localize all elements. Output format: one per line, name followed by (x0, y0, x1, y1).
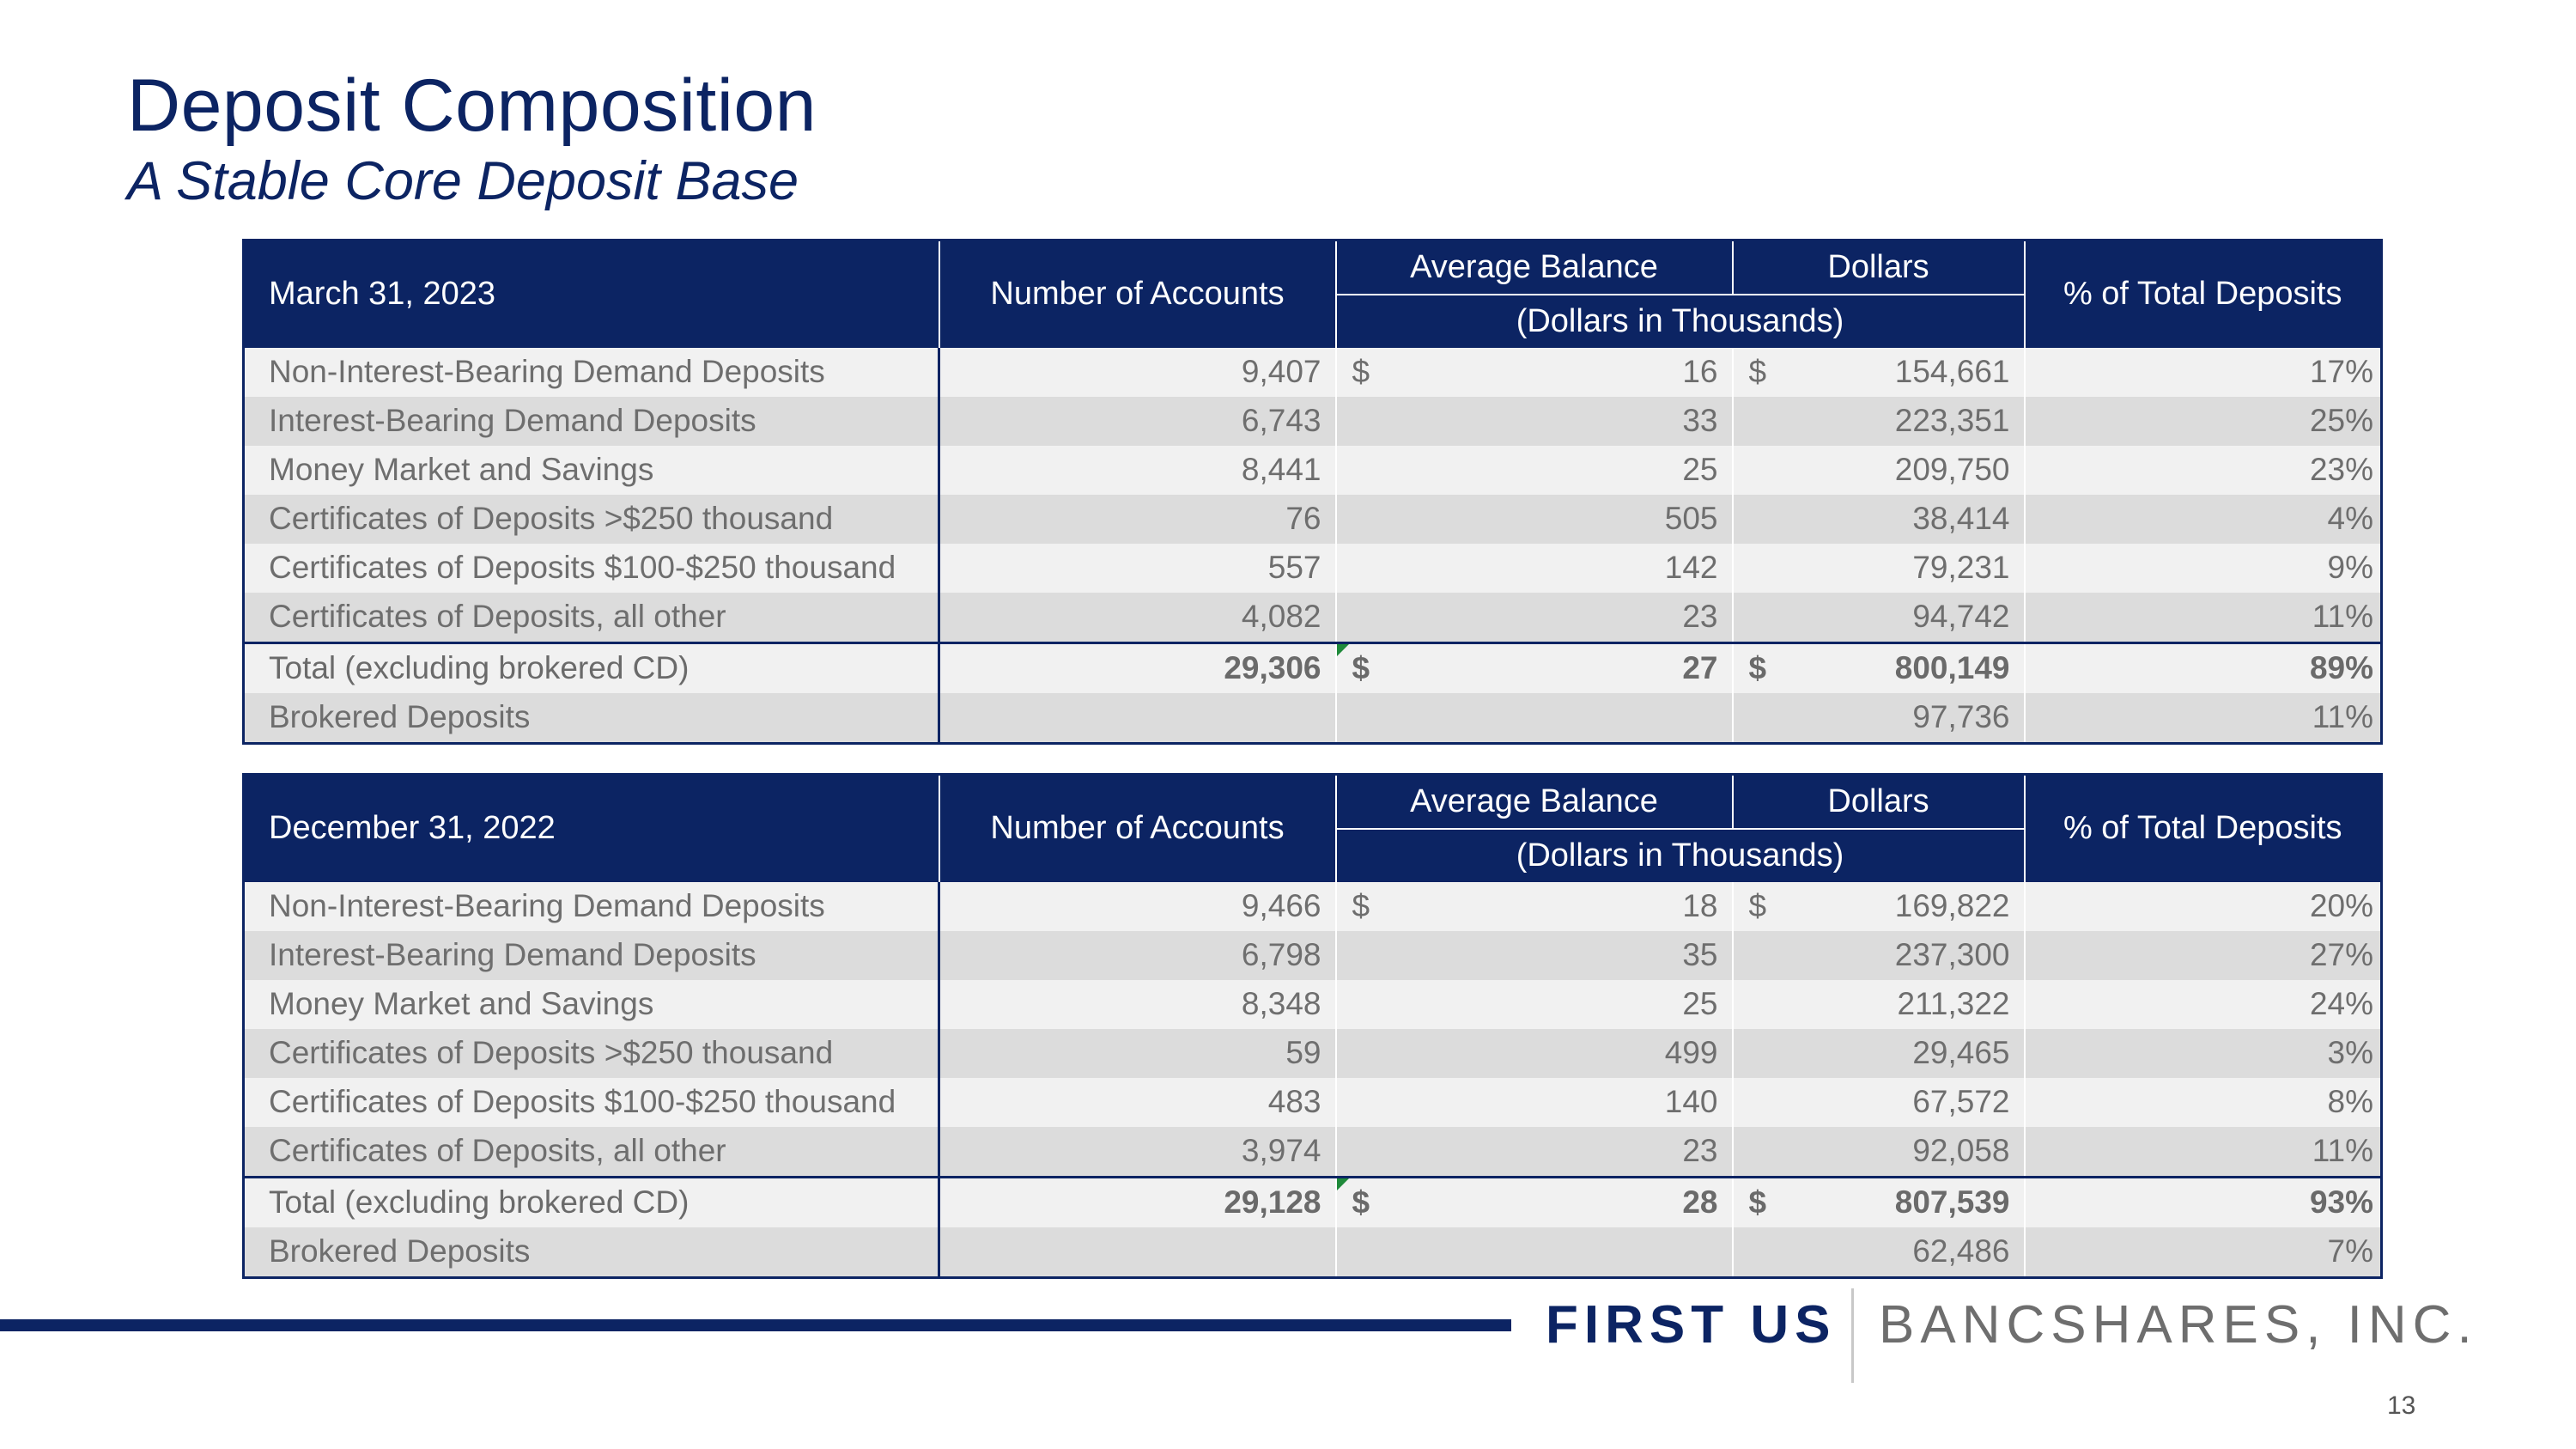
dollars-cell-content (1734, 354, 2010, 390)
dollars-cell (1733, 397, 2025, 446)
table-row (244, 495, 2382, 544)
dollars-cell (1733, 446, 2025, 495)
row-label: Total (excluding brokered CD) (244, 642, 939, 693)
avg-balance-cell-content (1337, 937, 1718, 973)
pct-header: % of Total Deposits (2025, 775, 2382, 882)
table-body (244, 348, 2382, 744)
dollars-header: Dollars (1733, 775, 2025, 829)
row-label: Total (excluding brokered CD) (244, 1177, 939, 1227)
dollars-cell-content (1734, 501, 2010, 537)
avg-balance-cell-value: 499 (1664, 1035, 1718, 1070)
row-label: Certificates of Deposits, all other (244, 593, 939, 643)
dollars-cell-value: 94,742 (1912, 599, 2010, 634)
dollars-cell (1733, 1177, 2025, 1227)
avg-balance-cell (1336, 642, 1733, 693)
dollars-cell-value: 209,750 (1894, 452, 2010, 487)
table-row (244, 882, 2382, 931)
brokered-row (244, 1227, 2382, 1278)
brand-name-bold: FIRST US (1546, 1295, 1837, 1355)
currency-sign: $ (1748, 888, 1767, 923)
avg-balance-cell-value: 142 (1664, 550, 1718, 585)
dollars-cell-value: 807,539 (1894, 1184, 2010, 1220)
avg-balance-cell (1336, 693, 1733, 744)
row-label: Non-Interest-Bearing Demand Deposits (244, 882, 939, 931)
avg-balance-cell-content (1337, 599, 1718, 635)
units-header: (Dollars in Thousands) (1336, 295, 2025, 348)
avg-balance-cell-value: 25 (1682, 452, 1718, 487)
accounts-cell: 6,743 (939, 397, 1336, 446)
avg-balance-cell-content (1337, 354, 1718, 390)
dollars-cell-value: 800,149 (1894, 650, 2010, 685)
brand-divider (1851, 1288, 1854, 1383)
accounts-cell: 6,798 (939, 931, 1336, 980)
accounts-cell: 29,306 (939, 642, 1336, 693)
comment-marker (1337, 644, 1349, 656)
pct-cell: 89% (2025, 642, 2382, 693)
avg-balance-cell (1336, 495, 1733, 544)
deposit-table-march-2023 (242, 239, 2383, 745)
dollars-cell (1733, 882, 2025, 931)
dollars-cell-content (1734, 1184, 2010, 1221)
dollars-header: Dollars (1733, 240, 2025, 295)
row-label: Certificates of Deposits $100-$250 thousand (244, 1078, 939, 1127)
avg-balance-cell-content (1337, 1133, 1718, 1169)
dollars-cell-content (1734, 1035, 2010, 1071)
accounts-cell: 4,082 (939, 593, 1336, 643)
accounts-cell (939, 1227, 1336, 1278)
table-date-header: December 31, 2022 (244, 775, 939, 882)
dollars-cell (1733, 980, 2025, 1029)
deposit-table-december-2022 (242, 773, 2383, 1279)
avg-balance-cell-content (1337, 452, 1718, 488)
avg-balance-cell (1336, 544, 1733, 593)
dollars-cell-value: 223,351 (1894, 403, 2010, 438)
pct-header: % of Total Deposits (2025, 240, 2382, 348)
pct-cell: 24% (2025, 980, 2382, 1029)
pct-cell: 11% (2025, 693, 2382, 744)
accounts-cell (939, 693, 1336, 744)
avg-balance-header: Average Balance (1336, 240, 1733, 295)
avg-balance-cell (1336, 980, 1733, 1029)
currency-sign: $ (1748, 354, 1767, 389)
avg-balance-cell (1336, 882, 1733, 931)
avg-balance-cell (1336, 1029, 1733, 1078)
avg-balance-cell (1336, 593, 1733, 643)
row-label: Interest-Bearing Demand Deposits (244, 397, 939, 446)
page-number: 13 (2387, 1391, 2416, 1420)
total-row (244, 642, 2382, 693)
dollars-cell (1733, 931, 2025, 980)
row-label: Certificates of Deposits >$250 thousand (244, 1029, 939, 1078)
avg-balance-cell-value: 505 (1664, 501, 1718, 536)
pct-cell: 20% (2025, 882, 2382, 931)
dollars-cell-value: 67,572 (1912, 1084, 2010, 1119)
pct-cell: 17% (2025, 348, 2382, 397)
accounts-cell: 3,974 (939, 1127, 1336, 1178)
dollars-cell (1733, 495, 2025, 544)
pct-cell: 9% (2025, 544, 2382, 593)
avg-balance-cell (1336, 348, 1733, 397)
avg-balance-cell (1336, 1127, 1733, 1178)
comment-marker (1337, 1178, 1349, 1190)
avg-balance-cell-value: 27 (1682, 650, 1718, 685)
pct-cell: 4% (2025, 495, 2382, 544)
avg-balance-cell-value: 33 (1682, 403, 1718, 438)
table-row (244, 397, 2382, 446)
accounts-header: Number of Accounts (939, 240, 1336, 348)
avg-balance-cell (1336, 397, 1733, 446)
avg-balance-header: Average Balance (1336, 775, 1733, 829)
currency-sign: $ (1748, 650, 1767, 685)
accounts-cell: 29,128 (939, 1177, 1336, 1227)
dollars-cell-value: 38,414 (1912, 501, 2010, 536)
table-row (244, 544, 2382, 593)
pct-cell: 11% (2025, 593, 2382, 643)
brokered-row (244, 693, 2382, 744)
table-body (244, 882, 2382, 1278)
accounts-cell: 557 (939, 544, 1336, 593)
table-row (244, 1029, 2382, 1078)
dollars-cell: 62,486 (1733, 1227, 2025, 1278)
avg-balance-cell-value: 18 (1682, 888, 1718, 923)
pct-cell: 7% (2025, 1227, 2382, 1278)
accounts-cell: 8,441 (939, 446, 1336, 495)
avg-balance-cell-content (1337, 888, 1718, 924)
dollars-cell (1733, 1029, 2025, 1078)
avg-balance-cell (1336, 931, 1733, 980)
table-row (244, 593, 2382, 643)
table-row (244, 1127, 2382, 1178)
row-label: Non-Interest-Bearing Demand Deposits (244, 348, 939, 397)
dollars-cell-value: 169,822 (1894, 888, 2010, 923)
row-label: Certificates of Deposits, all other (244, 1127, 939, 1178)
row-label: Brokered Deposits (244, 1227, 939, 1278)
currency-sign: $ (1748, 1184, 1767, 1220)
accounts-cell: 9,466 (939, 882, 1336, 931)
table-row (244, 348, 2382, 397)
avg-balance-cell-value: 28 (1682, 1184, 1718, 1220)
units-header: (Dollars in Thousands) (1336, 829, 2025, 882)
pct-cell: 3% (2025, 1029, 2382, 1078)
dollars-cell-content (1734, 550, 2010, 586)
table-row (244, 980, 2382, 1029)
pct-cell: 8% (2025, 1078, 2382, 1127)
dollars-cell-value: 154,661 (1894, 354, 2010, 389)
avg-balance-cell-content (1337, 986, 1718, 1022)
dollars-cell-content (1734, 403, 2010, 439)
dollars-cell-content (1734, 1084, 2010, 1120)
accounts-cell: 9,407 (939, 348, 1336, 397)
pct-cell: 11% (2025, 1127, 2382, 1178)
currency-sign: $ (1352, 354, 1370, 389)
avg-balance-cell-value: 23 (1682, 599, 1718, 634)
table-date-header: March 31, 2023 (244, 240, 939, 348)
accounts-cell: 76 (939, 495, 1336, 544)
table-row (244, 446, 2382, 495)
avg-balance-cell-content (1337, 1084, 1718, 1120)
dollars-cell-content (1734, 1133, 2010, 1169)
accounts-header: Number of Accounts (939, 775, 1336, 882)
page-subtitle: A Stable Core Deposit Base (127, 151, 799, 211)
pct-cell: 27% (2025, 931, 2382, 980)
avg-balance-cell (1336, 446, 1733, 495)
dollars-cell-content (1734, 888, 2010, 924)
currency-sign: $ (1352, 650, 1370, 685)
row-label: Money Market and Savings (244, 980, 939, 1029)
avg-balance-cell-value: 140 (1664, 1084, 1718, 1119)
avg-balance-cell-content (1337, 650, 1718, 686)
dollars-cell-value: 92,058 (1912, 1133, 2010, 1168)
avg-balance-cell-content (1337, 1184, 1718, 1221)
dollars-cell (1733, 593, 2025, 643)
dollars-cell-content (1734, 452, 2010, 488)
avg-balance-cell (1336, 1078, 1733, 1127)
dollars-cell-content (1734, 986, 2010, 1022)
row-label: Certificates of Deposits >$250 thousand (244, 495, 939, 544)
avg-balance-cell-content (1337, 403, 1718, 439)
currency-sign: $ (1352, 1184, 1370, 1220)
dollars-cell: 97,736 (1733, 693, 2025, 744)
dollars-cell-value: 211,322 (1897, 986, 2010, 1021)
dollars-cell (1733, 1078, 2025, 1127)
currency-sign: $ (1352, 888, 1370, 923)
row-label: Money Market and Savings (244, 446, 939, 495)
row-label: Interest-Bearing Demand Deposits (244, 931, 939, 980)
accounts-cell: 8,348 (939, 980, 1336, 1029)
avg-balance-cell (1336, 1227, 1733, 1278)
avg-balance-cell-value: 23 (1682, 1133, 1718, 1168)
pct-cell: 23% (2025, 446, 2382, 495)
footer-rule (0, 1319, 1511, 1331)
pct-cell: 25% (2025, 397, 2382, 446)
avg-balance-cell (1336, 1177, 1733, 1227)
avg-balance-cell-value: 25 (1682, 986, 1718, 1021)
avg-balance-cell-content (1337, 1035, 1718, 1071)
avg-balance-cell-value: 35 (1682, 937, 1718, 972)
dollars-cell-content (1734, 599, 2010, 635)
brand-name-light: BANCSHARES, INC. (1879, 1295, 2478, 1355)
dollars-cell (1733, 544, 2025, 593)
dollars-cell (1733, 348, 2025, 397)
total-row (244, 1177, 2382, 1227)
dollars-cell-value: 237,300 (1894, 937, 2010, 972)
dollars-cell-value: 79,231 (1912, 550, 2010, 585)
dollars-cell-value: 29,465 (1912, 1035, 2010, 1070)
dollars-cell-content (1734, 650, 2010, 686)
row-label: Certificates of Deposits $100-$250 thousand (244, 544, 939, 593)
avg-balance-cell-value: 16 (1682, 354, 1718, 389)
pct-cell: 93% (2025, 1177, 2382, 1227)
page-title: Deposit Composition (127, 64, 817, 147)
row-label: Brokered Deposits (244, 693, 939, 744)
accounts-cell: 483 (939, 1078, 1336, 1127)
accounts-cell: 59 (939, 1029, 1336, 1078)
table-row (244, 1078, 2382, 1127)
table-row (244, 931, 2382, 980)
dollars-cell (1733, 642, 2025, 693)
dollars-cell (1733, 1127, 2025, 1178)
dollars-cell-content (1734, 937, 2010, 973)
avg-balance-cell-content (1337, 501, 1718, 537)
avg-balance-cell-content (1337, 550, 1718, 586)
